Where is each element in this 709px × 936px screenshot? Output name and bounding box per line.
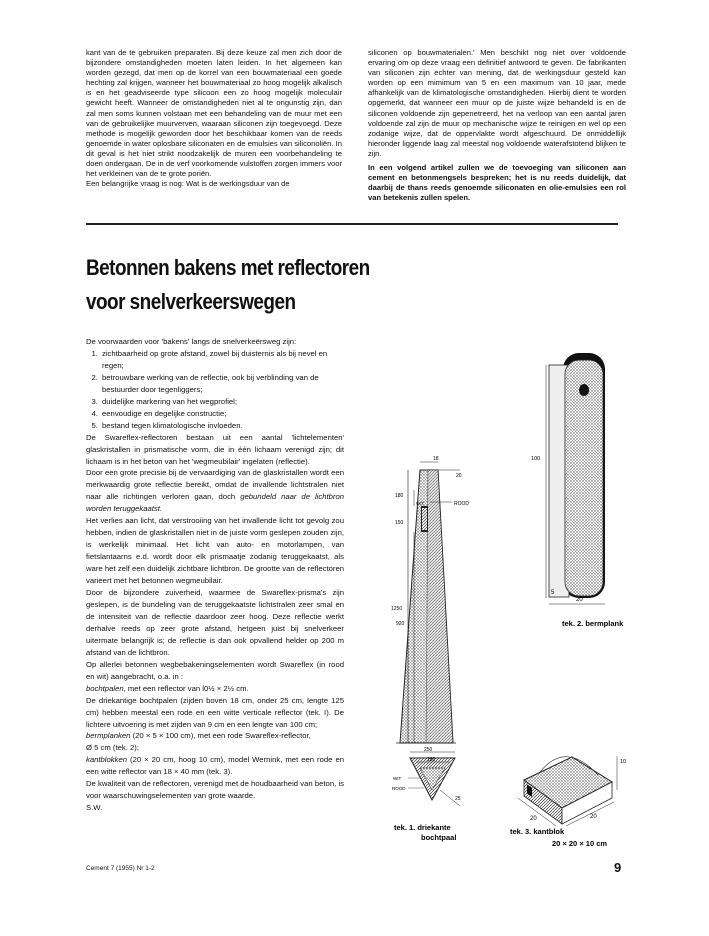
italic-term: bochtpalen, — [86, 683, 126, 693]
dimension-label: 920 — [396, 621, 405, 627]
page-number: 9 — [614, 860, 622, 875]
list-item: 4. eenvoudige en degelijke constructie; — [100, 408, 344, 420]
list-item: 1. zichtbaarheid op grote afstand, zowel bij duisternis als bij nevel en regen; — [100, 348, 344, 372]
dimension-label: 20 — [576, 597, 583, 603]
figure-caption: bochtpaal — [421, 833, 457, 842]
italic-term: kantblokken — [86, 755, 128, 765]
article-headline: voor snelverkeerswegen — [86, 289, 296, 314]
dimension-label: 5 — [551, 590, 555, 596]
dimension-label: 10 — [620, 759, 627, 765]
dimension-label: 25 — [455, 796, 461, 802]
article-headline: Betonnen bakens met reflectoren — [86, 255, 370, 280]
dimension-label: 100 — [531, 456, 541, 462]
dimension-label: 20 — [530, 816, 537, 822]
list-item: 5. bestand tegen klimatologische invloeden. — [100, 420, 344, 432]
italic-term: bermplanken — [86, 731, 131, 741]
paragraph: De kwaliteit van de reflectoren, verenigd met de houdbaarheid van beton, is voor waarschuwingselementen van grote waarde. — [86, 779, 344, 801]
dimension-label: 150 — [395, 520, 404, 526]
paragraph: siliconen op bouwmaterialen.' Men beschikt nog niet over voldoende ervaring om op deze vraag een definitief antwoord te geven. De fabrikanten van siliconen zijn echter van mening, dat de werkingsduur gesteld kan worden op een mimimum van 5 en een maximum van 10 jaar, mede afhankelijk van de klimatologische omstandigheden. Hierbij dient te worden opgemerkt, dat wanneer een muur op de juiste wijze behandeld is en de siliconen voldoende zijn gepenetreerd, het na verloop van een aantal jaren voldoende zal zijn de muur op mechanische wijze te reinigen en wel op een zodanige wijze, dat de oppervlakte wordt afgeschuurd. De onmiddellijk hieronder liggende laag zal meestal nog voldoende waterafstotend blijken te zijn. — [368, 48, 626, 158]
dimension-label: 20 — [590, 814, 597, 820]
bold-note: In een volgend artikel zullen we de toevoeging van siliconen aan cement en betonmengsels bespreken; het is nu reeds duidelijk, dat daarbij de thans reeds genoemde siliconaten en olie-emulsies een rol van betekenis zullen spelen. — [368, 163, 626, 203]
paragraph: Door de bijzondere zuiverheid, waarmee de Swareflex-prisma's zijn geslepen, is de bundeling van de teruggekaatste lichtstralen zeer smal en de intensiteit van de reflectie daardoor zeer hoog. Deze reflectie werkt derhalve reeds op zeer grote afstand, hetgeen juist bij snelverkeer uitermate belangrijk is; de reflectie is dan ook opvallend helder op 200 m afstand van de lichtbron. — [86, 588, 344, 657]
label-wit: WIT — [393, 776, 402, 781]
paragraph: Ø 5 cm (tek. 2); — [86, 743, 139, 753]
bochtpaal-section-drawing — [392, 747, 461, 842]
paragraph: kant van de te gebruiken preparaten. Bij deze keuze zal men zich door de bijzondere omstandigheden moeten laten leiden. In het algemeen kan worden gezegd, dat men op de korrel van een bouwmateriaal een goede hechting zal krijgen, wanneer het bouwmateriaal zo hoog mogelijk alkalisch is en het geadviseerde type silicoon een zo hoog mogelijk moleculair gewicht heeft. Wanneer de omstandigheden niet al te ongunstig zijn, dan zal men soms kunnen volstaan met een behandeling van de muur met een van de gebruikelijke muurverven, waaraan siliconen zijn toegevoegd. Deze methode is mogelijk geworden door het beschikbaar komen van de reeds genoemde in water oplosbare siliconaten en de emulsies van siliconoliën. In dit geval is het niet strikt noodzakelijk de muren een voorbehandeling te doen ondergaan. De in de verf voorkomende vulstoffen zorgen immers voor het verkleinen van de te grote poriën. — [86, 48, 342, 179]
author-initials: S.W. — [86, 803, 103, 813]
reflector-red — [579, 384, 589, 396]
paragraph-text: Door een grote precisie bij de vervaardiging van de glaskristallen wordt een merkwaardig grote reflectie bereikt, omdat de invallende lichtstralen niet naar alle richtingen verloren gaan, doch — [86, 468, 344, 502]
figure-caption: 20 × 20 × 10 cm — [552, 839, 608, 848]
figure-caption: tek. 1. driekante — [394, 823, 451, 832]
dimension-label: 18 — [433, 456, 439, 462]
kantblok-drawing — [510, 756, 626, 848]
journal-footer: Cement 7 (1955) Nr 1-2 — [86, 865, 155, 872]
paragraph: Op allerlei betonnen wegbebakeningselementen wordt Swareflex (in rood en wit) aangebracht, o.a. in : — [86, 659, 344, 681]
list-item: 3. duidelijke markering van het wegprofiel; — [100, 396, 344, 408]
paragraph-text: met een reflector van l0½ × 2½ cm. — [125, 683, 249, 693]
figure-caption: tek. 2. bermplank — [562, 619, 624, 628]
label-rood: ROOD — [392, 786, 406, 791]
list-item: 2. betrouwbare werking van de reflectie, ook bij verblinding van de bestuurder door tegenliggers; — [100, 372, 344, 396]
bermplank-drawing — [531, 353, 624, 628]
label-wit: WIT — [416, 501, 425, 506]
dimension-label: 1250 — [391, 606, 403, 612]
paragraph: Het verlies aan licht, dat verstrooiing van het invallende licht tot gevolg zou hebben, indien de glaskristallen niet in de juiste vorm geslepen zouden zijn, is werkelijk minimaal. Het licht van auto- en motorlampen, van fietslantaarns e.d. wordt door elk prismaatje zodanig teruggekaatst, als ware het zelf een duidelijk zichtbare lichtbron. De grootte van de reflectoren varieert met het betonnen wegmeubilair. — [86, 516, 344, 586]
italic-phrase: gebundeld naar de lichtbron worden teruggekaatst. — [86, 492, 344, 514]
label-rood: ROOD — [454, 501, 469, 507]
paragraph: De driekantige bochtpalen (zijden boven 18 cm, onder 25 cm, lengte 125 cm) hebben meestal een rode en een witte verticale reflector (tek. I). De lichtere uitvoering is met zijden van 9 cm en een lengte van 100 cm; — [86, 695, 344, 729]
dimension-label: 180 — [395, 493, 404, 499]
bochtpaal-drawing — [391, 456, 469, 743]
dimension-label: 250 — [424, 747, 433, 753]
paragraph-text: (20 × 5 × 100 cm), met een rode Swareflex-reflector, — [130, 731, 311, 741]
paragraph: De Swareflex-reflectoren bestaan uit een aantal 'lichtelementen' glaskristallen in prismatische vorm, die in één lichaam verenigd zijn; dit lichaam is in het beton van het 'wegmeubilair' ingelaten (reflectie). — [86, 432, 344, 466]
article-intro: De voorwaarden voor 'bakens' langs de snelverkeërsweg zijn: — [86, 337, 297, 346]
paragraph-text: (20 × 20 cm, hoog 10 cm), model Wernink, met een rode en een witte reflector van 18 × 40 mm (tek. 3). — [86, 755, 344, 777]
figure-caption: tek. 3. kantblok — [510, 827, 565, 836]
dimension-label: 180 — [427, 757, 436, 763]
dimension-label: 20 — [456, 473, 462, 479]
paragraph: Een belangrijke vraag is nog: Wat is de werkingsduur van de — [86, 179, 290, 189]
